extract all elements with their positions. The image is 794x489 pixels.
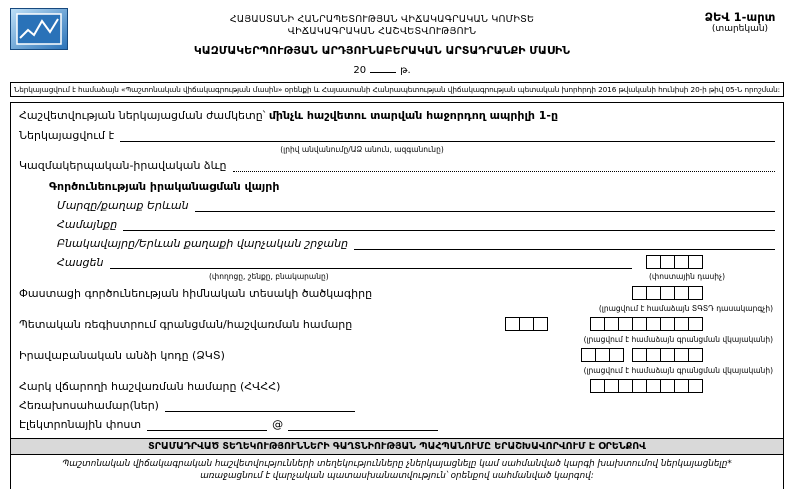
committee-name: ՀԱՅԱՍՏԱՆԻ ՀԱՆՐԱՊԵՏՈՒԹՅԱՆ ՎԻՃԱԿԱԳՐԱԿԱՆ ԿՈՄԻՏԵ bbox=[229, 14, 535, 25]
community-input-line[interactable] bbox=[123, 217, 775, 231]
location-section-title: Գործունեության իրականացման վայրի bbox=[49, 179, 280, 193]
postal-code-boxes[interactable] bbox=[646, 255, 703, 269]
presented-by-hint: (լրիվ անվանումը/ԱՁ անուն, ազգանունը) bbox=[280, 144, 444, 154]
legal-entity-code-boxes-group2[interactable] bbox=[632, 348, 703, 362]
activity-code-label: Փաստացի գործունեության հիմնական տեսակի ծածկագիրը bbox=[19, 286, 373, 300]
address-street-hint: (փողոցը, շենքը, բնակարանը) bbox=[209, 271, 329, 281]
deadline-value: մինչև հաշվետու տարվան հաջորդող ապրիլի 1-ը bbox=[268, 108, 559, 122]
settlement-input-line[interactable] bbox=[354, 236, 775, 250]
phone-row bbox=[19, 398, 775, 412]
chart-logo-icon bbox=[10, 8, 68, 50]
email-row bbox=[19, 417, 775, 431]
legal-basis-notice: Ներկայացվում է համաձայն «Պաշտոնական վիճակագրության մասին» օրենքի և Հայաստանի Հանրապետության վիճակագրության պետական խորհրդի 2016 թվականի հունիսի 20-ի թիվ 05-Ն որոշման: bbox=[10, 82, 784, 97]
activity-code-boxes[interactable] bbox=[632, 286, 703, 300]
presented-by-input-line[interactable] bbox=[120, 128, 775, 142]
community-row bbox=[57, 217, 775, 231]
registry-number-row bbox=[19, 317, 775, 331]
year-prefix: 20 bbox=[353, 64, 367, 76]
legal-form-input-line[interactable] bbox=[233, 158, 776, 172]
legal-entity-code-boxes-group1[interactable] bbox=[581, 348, 624, 362]
marz-label: Մարզը/քաղաք Երևան bbox=[57, 198, 189, 212]
email-at-symbol: @ bbox=[272, 417, 284, 431]
address-row bbox=[57, 255, 775, 269]
legal-entity-code-hint: (լրացվում է համաձայն գրանցման վկայականի) bbox=[583, 365, 773, 375]
presented-by-label: Ներկայացվում է bbox=[19, 128, 115, 142]
tin-boxes[interactable] bbox=[590, 379, 703, 393]
legal-form-label: Կազմակերպական-իրավական ձևը bbox=[19, 158, 227, 172]
phone-input-line[interactable] bbox=[165, 398, 355, 412]
email-local-input-line[interactable] bbox=[147, 417, 267, 431]
form-periodicity: (տարեկան) bbox=[711, 24, 769, 34]
deadline-line bbox=[19, 109, 775, 122]
phone-label: Հեռախոսահամար(ներ) bbox=[19, 398, 159, 412]
deadline-label: Հաշվետվության ներկայացման ժամկետը՝ bbox=[19, 108, 266, 122]
year-suffix: թ. bbox=[400, 64, 411, 76]
armstat-logo bbox=[10, 8, 68, 50]
form-title: ԿԱԶՄԱԿԵՐՊՈՒԹՅԱՆ ԱՐԴՅՈՒՆԱԲԵՐԱԿԱՆ ԱՐՏԱԴՐԱՆՔԻ ՄԱՍԻՆ bbox=[193, 43, 571, 57]
liability-note: Պաշտոնական վիճակագրական հաշվետվությունների տեղեկությունները չներկայացնելը կամ սահմանված կարգի խախտումով ներկայացնելը* առաջացնում է վարչական պատասխանատվություն՝ օրենքով սահմանված կարգով: bbox=[62, 459, 732, 481]
legal-form-row bbox=[19, 158, 775, 172]
header-center bbox=[68, 8, 696, 76]
activity-code-hint: (լրացվում է համաձայն ՏԳՏԴ դասակարգչի) bbox=[598, 303, 773, 313]
legal-entity-code-row bbox=[19, 348, 775, 362]
tin-label: Հարկ վճարողի հաշվառման համարը (ՀՎՀՀ) bbox=[19, 379, 281, 393]
marz-row bbox=[57, 198, 775, 212]
email-label: Էլեկտրոնային փոստ bbox=[19, 417, 142, 431]
address-input-line[interactable] bbox=[110, 255, 633, 269]
registry-number-boxes-group1[interactable] bbox=[505, 317, 548, 331]
registry-number-label: Պետական ռեգիստրում գրանցման/հաշվառման համարը bbox=[19, 317, 353, 331]
form-code-block bbox=[696, 8, 784, 34]
postal-code-hint: (փոստային դասիչ) bbox=[648, 271, 725, 281]
confidentiality-bar: ՏՐԱՄԱԴՐՎԱԾ ՏԵՂԵԿՈՒԹՅՈՒՆՆԵՐԻ ԳԱՂՏՆԻՈՒԹՅԱՆ ՊԱՀՊԱՆՈՒՄԸ ԵՐԱՇԽԱՎՈՐՎՈՒՄ Է ՕՐԵՆՔՈՎ bbox=[11, 438, 783, 455]
presented-by-row bbox=[19, 128, 775, 142]
registry-number-boxes-group2[interactable] bbox=[590, 317, 703, 331]
registry-number-hint: (լրացվում է համաձայն գրանցման վկայականի) bbox=[583, 334, 773, 344]
year-input-line[interactable] bbox=[370, 62, 396, 73]
form-body bbox=[10, 102, 784, 489]
tin-row bbox=[19, 379, 775, 393]
report-type: ՎԻՃԱԿԱԳՐԱԿԱՆ ՀԱՇՎԵՏՎՈՒԹՅՈՒՆ bbox=[287, 25, 477, 37]
community-label: Համայնքը bbox=[57, 217, 118, 231]
report-year-line bbox=[68, 62, 696, 76]
marz-input-line[interactable] bbox=[195, 198, 775, 212]
address-label: Հասցեն bbox=[57, 255, 104, 269]
email-domain-input-line[interactable] bbox=[288, 417, 438, 431]
address-hints-row bbox=[209, 272, 725, 281]
form-header bbox=[10, 8, 784, 76]
legal-entity-code-label: Իրավաբանական անձի կոդը (ՁԿՏ) bbox=[19, 348, 225, 362]
form-code: ՁԵՎ 1-արտ bbox=[704, 10, 776, 24]
activity-code-row bbox=[19, 286, 775, 300]
settlement-row bbox=[57, 236, 775, 250]
settlement-label: Բնակավայրը/Երևան քաղաքի վարչական շրջանը bbox=[57, 236, 349, 250]
